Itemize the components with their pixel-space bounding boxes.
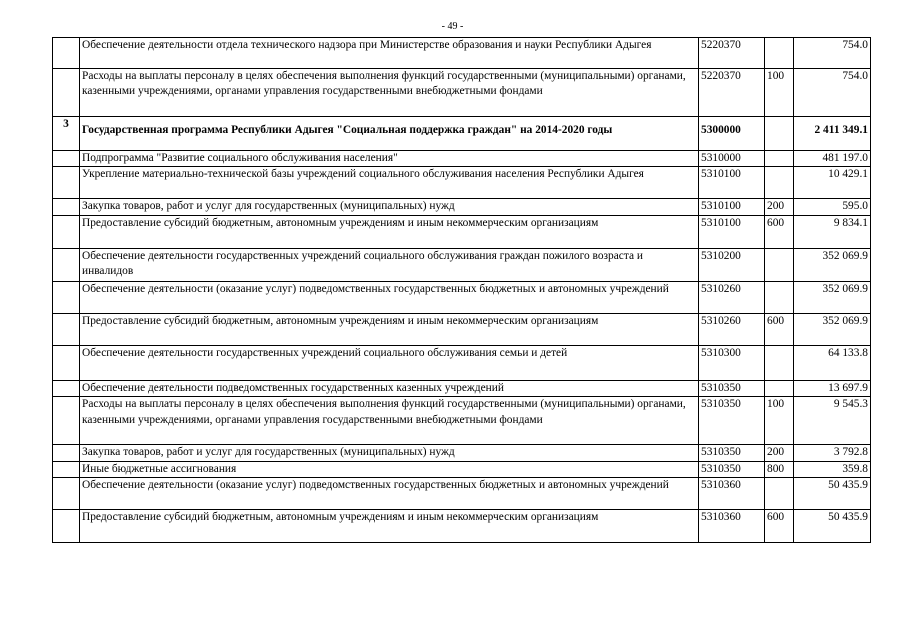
row-code: 5310350 xyxy=(699,380,765,396)
row-name: Расходы на выплаты персоналу в целях обеспечения выполнения функций государственными (муниципальными) органами, казенными учреждениями, органами управления государственными внебюджетными фондами xyxy=(80,397,699,445)
row-amount: 352 069.9 xyxy=(794,313,871,345)
row-amount: 50 435.9 xyxy=(794,478,871,510)
row-expense-type xyxy=(765,345,794,380)
budget-table xyxy=(52,37,871,543)
row-name: Обеспечение деятельности отдела технического надзора при Министерстве образования и науки Республики Адыгея xyxy=(80,38,699,69)
row-expense-type xyxy=(765,151,794,167)
row-amount: 481 197.0 xyxy=(794,151,871,167)
row-code: 5310360 xyxy=(699,510,765,543)
row-number xyxy=(53,445,80,461)
row-expense-type: 600 xyxy=(765,510,794,543)
row-code: 5310360 xyxy=(699,478,765,510)
row-name: Обеспечение деятельности государственных учреждений социального обслуживания семьи и детей xyxy=(80,345,699,380)
table-row xyxy=(53,117,871,151)
row-code: 5310100 xyxy=(699,199,765,215)
row-name: Обеспечение деятельности (оказание услуг) подведомственных государственных бюджетных и автономных учреждений xyxy=(80,281,699,313)
row-number xyxy=(53,215,80,248)
row-code: 5220370 xyxy=(699,69,765,117)
row-expense-type xyxy=(765,380,794,396)
row-name: Обеспечение деятельности государственных учреждений социального обслуживания граждан пожилого возраста и инвалидов xyxy=(80,248,699,281)
row-amount: 13 697.9 xyxy=(794,380,871,396)
row-expense-type xyxy=(765,117,794,151)
table-row xyxy=(53,313,871,345)
row-number xyxy=(53,313,80,345)
row-code: 5310200 xyxy=(699,248,765,281)
row-number xyxy=(53,69,80,117)
row-code: 5310260 xyxy=(699,313,765,345)
row-code: 5310300 xyxy=(699,345,765,380)
row-code: 5310260 xyxy=(699,281,765,313)
row-amount: 9 545.3 xyxy=(794,397,871,445)
row-number xyxy=(53,281,80,313)
row-expense-type xyxy=(765,248,794,281)
row-number xyxy=(53,151,80,167)
table-row xyxy=(53,199,871,215)
table-row xyxy=(53,248,871,281)
table-row xyxy=(53,38,871,69)
row-name: Расходы на выплаты персоналу в целях обеспечения выполнения функций государственными (муниципальными) органами, казенными учреждениями, органами управления государственными внебюджетными фондами xyxy=(80,69,699,117)
row-name: Подпрограмма "Развитие социального обслуживания населения" xyxy=(80,151,699,167)
row-name: Обеспечение деятельности (оказание услуг) подведомственных государственных бюджетных и автономных учреждений xyxy=(80,478,699,510)
row-amount: 9 834.1 xyxy=(794,215,871,248)
row-expense-type: 800 xyxy=(765,461,794,477)
row-code: 5310000 xyxy=(699,151,765,167)
table-row xyxy=(53,397,871,445)
row-number xyxy=(53,461,80,477)
row-expense-type xyxy=(765,281,794,313)
row-expense-type xyxy=(765,38,794,69)
row-expense-type: 600 xyxy=(765,313,794,345)
row-name: Закупка товаров, работ и услуг для государственных (муниципальных) нужд xyxy=(80,445,699,461)
table-row xyxy=(53,345,871,380)
table-row xyxy=(53,510,871,543)
row-code: 5310350 xyxy=(699,461,765,477)
row-expense-type: 200 xyxy=(765,445,794,461)
table-row xyxy=(53,167,871,199)
table-row xyxy=(53,478,871,510)
row-expense-type: 600 xyxy=(765,215,794,248)
row-amount: 64 133.8 xyxy=(794,345,871,380)
row-code: 5310350 xyxy=(699,397,765,445)
row-expense-type: 100 xyxy=(765,69,794,117)
table-row xyxy=(53,151,871,167)
row-amount: 352 069.9 xyxy=(794,281,871,313)
row-expense-type: 100 xyxy=(765,397,794,445)
table-row xyxy=(53,380,871,396)
row-expense-type xyxy=(765,167,794,199)
row-number xyxy=(53,167,80,199)
row-number xyxy=(53,397,80,445)
row-amount: 10 429.1 xyxy=(794,167,871,199)
row-name: Закупка товаров, работ и услуг для государственных (муниципальных) нужд xyxy=(80,199,699,215)
table-row xyxy=(53,69,871,117)
row-expense-type xyxy=(765,478,794,510)
row-name: Государственная программа Республики Адыгея "Социальная поддержка граждан" на 2014-2020 годы xyxy=(80,117,699,151)
row-name: Предоставление субсидий бюджетным, автономным учреждениям и иным некоммерческим организациям xyxy=(80,215,699,248)
row-name: Укрепление материально-технической базы учреждений социального обслуживания населения Республики Адыгея xyxy=(80,167,699,199)
row-name: Предоставление субсидий бюджетным, автономным учреждениям и иным некоммерческим организациям xyxy=(80,313,699,345)
row-number xyxy=(53,248,80,281)
row-code: 5300000 xyxy=(699,117,765,151)
row-number: 3 xyxy=(53,117,80,151)
row-expense-type: 200 xyxy=(765,199,794,215)
row-number xyxy=(53,199,80,215)
row-number xyxy=(53,510,80,543)
row-name: Иные бюджетные ассигнования xyxy=(80,461,699,477)
row-number xyxy=(53,478,80,510)
row-amount: 359.8 xyxy=(794,461,871,477)
row-amount: 3 792.8 xyxy=(794,445,871,461)
row-name: Предоставление субсидий бюджетным, автономным учреждениям и иным некоммерческим организациям xyxy=(80,510,699,543)
row-number xyxy=(53,345,80,380)
row-code: 5310350 xyxy=(699,445,765,461)
page-number: - 49 - xyxy=(441,21,464,32)
row-code: 5310100 xyxy=(699,215,765,248)
row-amount: 595.0 xyxy=(794,199,871,215)
table-row xyxy=(53,445,871,461)
row-code: 5220370 xyxy=(699,38,765,69)
row-number xyxy=(53,380,80,396)
table-row xyxy=(53,461,871,477)
row-amount: 50 435.9 xyxy=(794,510,871,543)
row-number xyxy=(53,38,80,69)
row-amount: 352 069.9 xyxy=(794,248,871,281)
row-code: 5310100 xyxy=(699,167,765,199)
row-amount: 2 411 349.1 xyxy=(794,117,871,151)
row-amount: 754.0 xyxy=(794,38,871,69)
table-row xyxy=(53,215,871,248)
row-name: Обеспечение деятельности подведомственных государственных казенных учреждений xyxy=(80,380,699,396)
row-amount: 754.0 xyxy=(794,69,871,117)
table-row xyxy=(53,281,871,313)
